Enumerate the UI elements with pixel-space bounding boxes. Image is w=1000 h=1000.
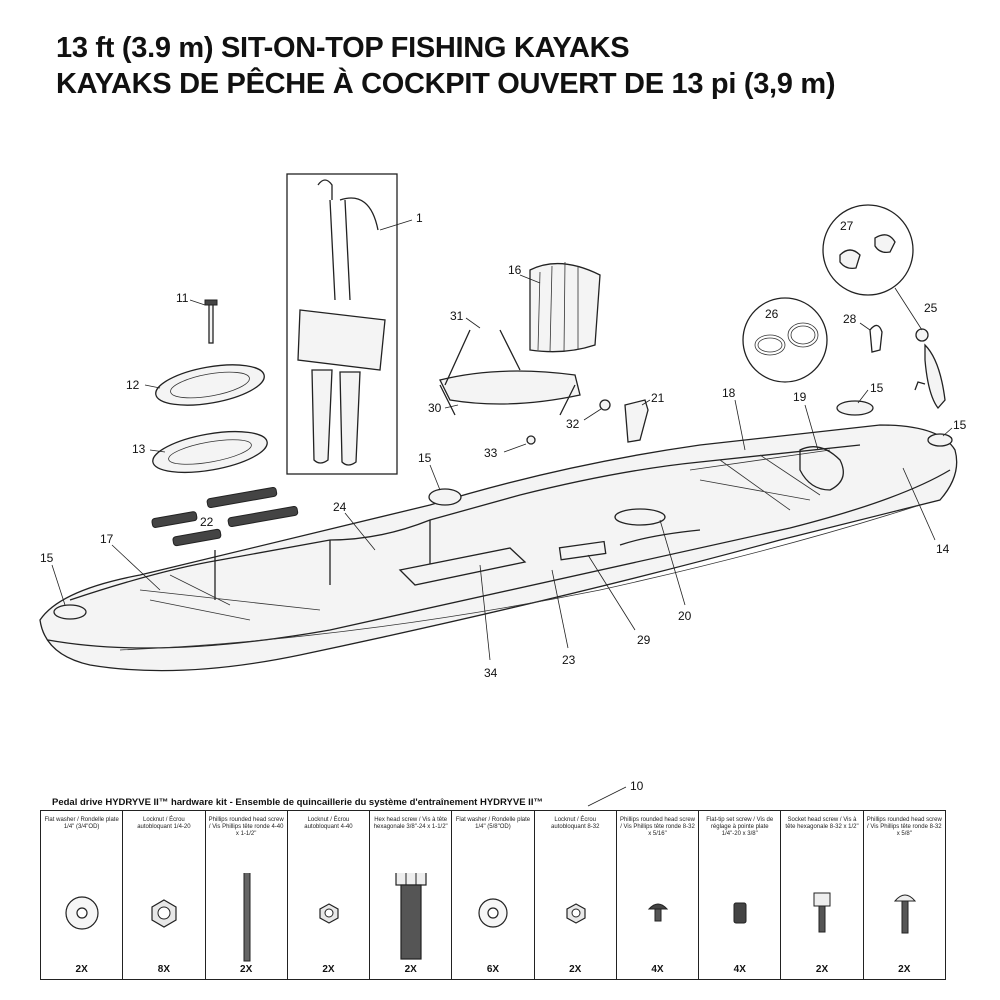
svg-text:26: 26 (765, 307, 779, 321)
callout-28 (843, 312, 870, 330)
svg-text:15: 15 (953, 418, 967, 432)
svg-text:18: 18 (722, 386, 736, 400)
set-screw-icon (699, 873, 781, 963)
kit-item (123, 811, 205, 979)
kit-item-qty: 2X (240, 964, 253, 975)
svg-text:31: 31 (450, 309, 464, 323)
callout-32 (566, 409, 601, 431)
kit-item (41, 811, 123, 979)
svg-text:24: 24 (333, 500, 347, 514)
kit-item-qty: 8X (157, 964, 171, 975)
kit-item-qty: 6X (486, 964, 500, 975)
kit-item-qty: 2X (404, 964, 417, 975)
svg-text:33: 33 (484, 446, 498, 460)
strap-part-28 (870, 325, 882, 352)
kit-item-label: Hex head screw / Vis à tête hexagonale 3/8"-24 x 1-1/2" (373, 817, 448, 830)
pedal-drive-box (287, 174, 397, 474)
flat-washer-icon (41, 873, 123, 963)
svg-text:19: 19 (793, 390, 807, 404)
clamps-part-27 (823, 205, 913, 295)
kit-item-label: Locknut / Écrou autobloquant 4-40 (304, 817, 353, 830)
hatch-part-12 (153, 358, 268, 413)
locknut-icon (123, 873, 205, 963)
svg-text:25: 25 (924, 301, 938, 315)
kit-item-qty: 4X (733, 964, 746, 975)
kit-item-label: Phillips rounded head screw / Vis Phillips tête ronde 4-40 x 1-1/2" (208, 817, 284, 837)
callout-15-stern (943, 418, 967, 436)
fastener-part-32 (600, 400, 610, 410)
kit-item-qty: 2X (322, 964, 335, 975)
kit-item-qty: 2X (815, 964, 829, 975)
svg-text:1: 1 (416, 211, 423, 225)
kit-item (452, 811, 534, 979)
kit-item (699, 811, 781, 979)
hex-bolt-icon (370, 873, 452, 963)
svg-text:11: 11 (176, 291, 189, 305)
medium-screw-icon (864, 873, 946, 963)
svg-text:29: 29 (637, 633, 651, 647)
kit-item-qty: 4X (651, 964, 664, 975)
kit-item-label: Flat-tip set screw / Vis de réglage à pointe plate 1/4"-20 x 3/8" (706, 817, 774, 837)
svg-text:34: 34 (484, 666, 498, 680)
svg-text:28: 28 (843, 312, 857, 326)
callout-22 (200, 515, 214, 529)
callout-33 (484, 444, 526, 460)
svg-text:23: 23 (562, 653, 576, 667)
svg-text:30: 30 (428, 401, 442, 415)
rod-holder-part-21 (625, 400, 648, 442)
svg-text:13: 13 (132, 442, 146, 456)
kit-item-qty: 2X (898, 964, 911, 975)
kit-item-qty: 2X (75, 964, 88, 975)
svg-text:14: 14 (936, 542, 950, 556)
kit-item-label: Phillips rounded head screw / Vis Phillips tête ronde 8-32 x 5/8" (866, 817, 942, 837)
svg-text:15: 15 (418, 451, 432, 465)
kit-item-label: Socket head screw / Vis à tête hexagonale 8-32 x 1/2" (785, 817, 859, 830)
kit-item (781, 811, 863, 979)
rudder-part-25 (895, 288, 945, 408)
svg-text:20: 20 (678, 609, 692, 623)
hatch-ring-part-13 (150, 424, 270, 480)
kit-item-label: Phillips rounded head screw / Vis Phillips tête ronde 8-32 x 5/16" (619, 817, 696, 837)
callout-12 (126, 378, 160, 392)
kit-item (206, 811, 288, 979)
kit-reference-number: 10 (630, 779, 644, 793)
kit-item (288, 811, 370, 979)
kit-ref-leader (588, 787, 626, 806)
title-english: 13 ft (3.9 m) SIT-ON-TOP FISHING KAYAKS (56, 32, 630, 64)
hardware-kit-table (40, 810, 946, 980)
svg-text:32: 32 (566, 417, 580, 431)
socket-screw-icon (781, 873, 863, 963)
kit-item-label: Flat washer / Rondelle plate 1/4" (5/8"OD) (455, 817, 531, 830)
callout-26 (765, 307, 779, 321)
callout-21 (642, 391, 665, 405)
svg-text:21: 21 (651, 391, 665, 405)
callout-11 (176, 291, 205, 305)
svg-text:22: 22 (200, 515, 214, 529)
svg-text:15: 15 (40, 551, 54, 565)
title-french: KAYAKS DE PÊCHE À COCKPIT OUVERT DE 13 pi (3,9 m) (56, 68, 836, 100)
kit-item (617, 811, 699, 979)
callout-31 (450, 309, 480, 328)
fastener-part-33 (527, 436, 535, 444)
callout-25 (924, 301, 938, 315)
kit-title: Pedal drive HYDRYVE II™ hardware kit - Ensemble de quincaillerie du système d'entraînement HYDRYVE II™ (52, 797, 543, 808)
callout-27 (840, 219, 854, 233)
track-rails-part-22 (151, 487, 298, 546)
kit-item (864, 811, 945, 979)
flat-washer-icon (452, 873, 534, 963)
svg-text:17: 17 (100, 532, 114, 546)
locknut-icon (535, 873, 617, 963)
svg-text:16: 16 (508, 263, 522, 277)
callout-15-mid (418, 451, 440, 490)
seat-part-16 (440, 262, 600, 415)
locknut-icon (288, 873, 370, 963)
callout-1 (380, 211, 423, 230)
screw-part-11 (205, 300, 217, 343)
callout-15-stern-upper (858, 381, 884, 403)
kit-item-label: Locknut / Écrou autobloquant 8-32 (551, 817, 600, 830)
short-screw-icon (617, 873, 699, 963)
kit-item-label: Locknut / Écrou autobloquant 1/4-20 (137, 817, 191, 830)
long-screw-icon (206, 873, 288, 963)
springs-part-26 (743, 298, 827, 382)
svg-text:27: 27 (840, 219, 854, 233)
kit-item (535, 811, 617, 979)
callout-15-bow (40, 551, 65, 605)
svg-text:12: 12 (126, 378, 140, 392)
kit-item-label: Flat washer / Rondelle plate 1/4" (3/4"OD) (44, 817, 119, 830)
kit-item (370, 811, 452, 979)
kit-item-qty: 2X (569, 964, 582, 975)
svg-text:15: 15 (870, 381, 884, 395)
